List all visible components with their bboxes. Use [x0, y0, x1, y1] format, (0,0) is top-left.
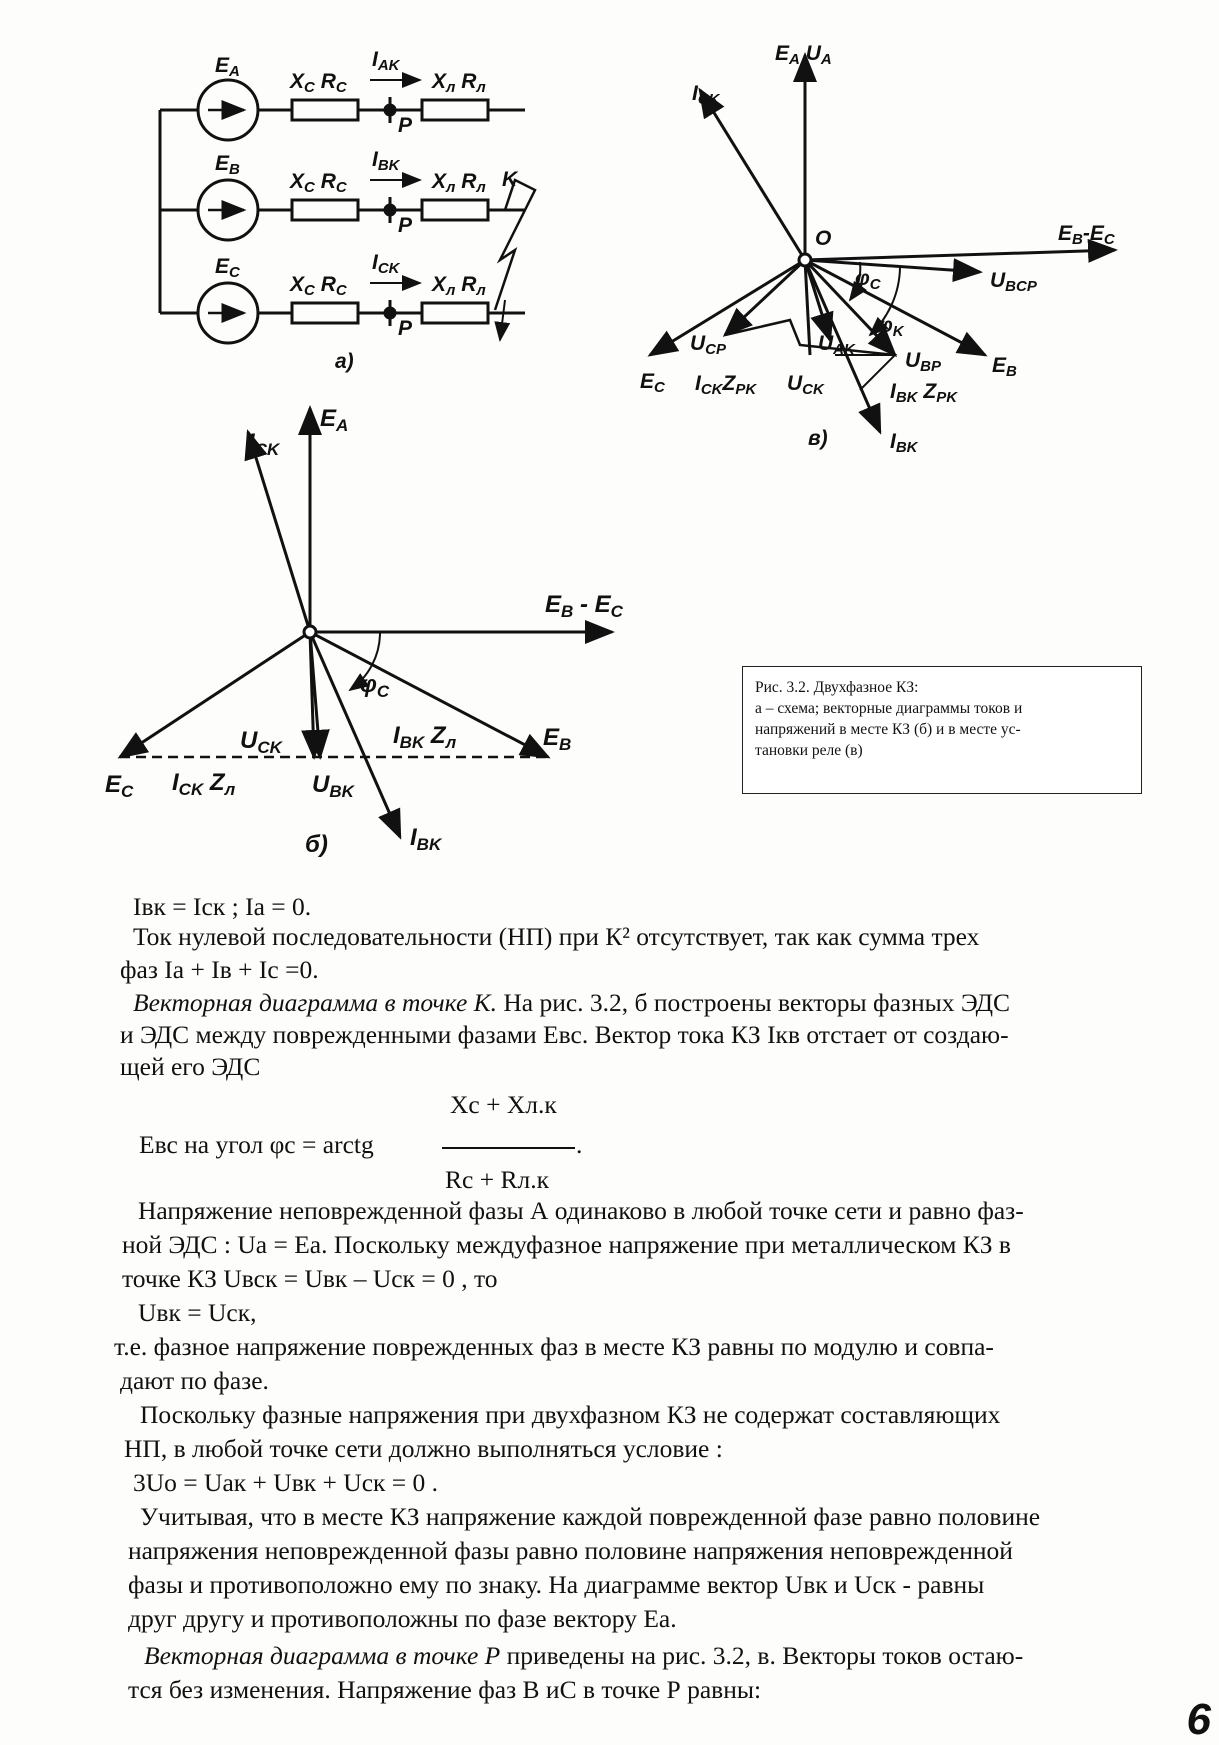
svg-text:φC: $\varphi_C$	[360, 671, 390, 701]
svg-text:XC RC: XC RC	[290, 170, 347, 196]
fraction-dot: .	[576, 1130, 583, 1159]
svg-text:ICK: ICK	[372, 251, 400, 277]
label-EA: EA	[215, 54, 240, 80]
svg-text:IBK Zл: $I_{BK}$ $Z_л$	[393, 722, 457, 752]
paragraph-line: тся без изменения. Напряжение фаз В иС в точке Р равны:	[128, 1675, 762, 1704]
paragraph-line: фаз Ia + Iв + Ic =0.	[120, 955, 319, 984]
svg-text:P: P	[398, 214, 413, 237]
schematic-a	[160, 80, 535, 343]
svg-text:Xл Rл: Xл Rл	[432, 70, 486, 96]
caption-line: Рис. 3.2. Двухфазное КЗ:	[755, 679, 919, 696]
paragraph-line: фазы и противоположно ему по знаку. На диаграмме вектор Uвк и Uск - равны	[128, 1570, 985, 1599]
diagram-b	[120, 408, 612, 837]
fraction-left: Евс на угол φс = arctg	[139, 1130, 374, 1159]
svg-text:EB - EC: $E_B - E_C$	[545, 591, 623, 621]
sublabel-b: б)	[305, 831, 328, 858]
paragraph-line	[133, 988, 1010, 1018]
paragraph-text: приведены на рис. 3.2, в. Векторы токов остаю-	[500, 1641, 1024, 1670]
svg-text:EB: $E_B$	[543, 724, 572, 754]
fraction-numerator: Xc + Xл.к	[450, 1090, 557, 1119]
svg-text:φC: φC	[855, 267, 881, 293]
svg-text:IBK: $I_{BK}$	[410, 824, 442, 854]
svg-text:EC: $E_C$	[105, 771, 134, 801]
svg-text:P: P	[398, 114, 413, 137]
svg-text:EB-EC: EB-EC	[1058, 222, 1115, 248]
label-EB: EB	[215, 152, 240, 178]
paragraph-text: На рис. 3.2, б построены векторы фазных ЭДС	[496, 988, 1010, 1017]
svg-text:Xл Rл: Xл Rл	[432, 170, 486, 196]
svg-text:Xл Rл: Xл Rл	[432, 273, 486, 299]
emphasis: Векторная диаграмма в точке Р	[144, 1641, 501, 1670]
fraction-denominator: Rc + Rл.к	[445, 1165, 549, 1194]
paragraph-line: Поскольку фазные напряжения при двухфазном КЗ не содержат составляющих	[140, 1400, 1001, 1429]
svg-text:ICK Zл: $I_{CK}$ $Z_л$	[172, 769, 236, 799]
svg-text:UCK: $U_{CK}$	[240, 727, 282, 757]
svg-text:φK: φK	[878, 314, 904, 340]
svg-text:EC: EC	[640, 370, 665, 396]
svg-text:UCK: UCK	[787, 372, 824, 398]
paragraph-line: Ток нулевой последовательности (НП) при К² отсутствует, так как сумма трех	[133, 922, 980, 951]
svg-text:EB: EB	[992, 354, 1017, 380]
paragraph-line: напряжения неповрежденной фазы равно половине напряжения неповрежденной	[128, 1536, 1013, 1565]
svg-text:UAK: UAK	[818, 332, 855, 358]
svg-text:ICKZPK: ICKZPK	[695, 372, 757, 398]
paragraph-line: дают по фазе.	[120, 1366, 269, 1395]
paragraph-line: НП, в любой точке сети должно выполняться условие :	[124, 1434, 723, 1463]
svg-text:IBK: IBK	[372, 148, 400, 174]
page-number: 6	[1186, 1695, 1211, 1744]
equation-currents: Iвк = Iск ; Iа = 0.	[133, 892, 312, 921]
svg-text:ICK: $I_{CK}$	[248, 429, 280, 459]
emphasis: Векторная диаграмма в точке К.	[133, 988, 497, 1017]
fraction-bar	[442, 1147, 575, 1149]
paragraph-line: ной ЭДС : Ua = Ea. Поскольку междуфазное напряжение при металлическом КЗ в	[122, 1230, 1011, 1259]
svg-text:IBK ZPK: IBK ZPK	[890, 380, 958, 406]
svg-text:EA UA: EA UA	[775, 42, 832, 68]
caption-line: тановки реле (в)	[755, 742, 863, 759]
svg-text:EA: $E_A$	[320, 405, 349, 435]
svg-text:UBP: UBP	[905, 349, 942, 375]
sublabel-a: a)	[335, 350, 354, 373]
svg-text:IAK: IAK	[372, 48, 400, 74]
paragraph-line: щей его ЭДС	[120, 1052, 261, 1081]
paragraph-line: друг другу и противоположны по фазе вектору Еа.	[128, 1604, 677, 1633]
caption-line: а – схема; векторные диаграммы токов и	[755, 700, 1023, 717]
svg-text:K: K	[502, 168, 518, 191]
paragraph-line: и ЭДС между поврежденными фазами Евс. Вектор тока КЗ Iкв отстает от создаю-	[120, 1020, 1009, 1049]
svg-text:ICK: ICK	[692, 82, 720, 108]
equation-voltages: Uвк = Uск,	[138, 1298, 257, 1327]
figure-caption	[742, 666, 1142, 794]
svg-text:P: P	[398, 317, 413, 340]
svg-text:UCP: UCP	[690, 332, 727, 358]
svg-text:O: O	[815, 227, 832, 250]
svg-text:IBK: IBK	[890, 430, 918, 456]
svg-text:XC RC: XC RC	[290, 70, 347, 96]
paragraph-line: т.е. фазное напряжение поврежденных фаз в месте КЗ равны по модулю и совпа-	[114, 1332, 994, 1361]
paragraph-line: Учитывая, что в месте КЗ напряжение каждой поврежденной фазе равно половине	[140, 1502, 1041, 1531]
caption-line: напряжений в месте КЗ (б) и в месте ус-	[755, 721, 1021, 738]
diagram-v	[650, 55, 1115, 432]
paragraph-line: Напряжение неповрежденной фазы А одинаково в любой точке сети и равно фаз-	[138, 1196, 1024, 1225]
equation-zero-sequence: 3Uo = Uак + Uвк + Uск = 0 .	[133, 1468, 439, 1497]
paragraph-line	[144, 1641, 1023, 1671]
sublabel-v: в)	[808, 427, 828, 450]
paragraph-line: точке КЗ Uвск = Uвк – Uск = 0 , то	[122, 1264, 498, 1293]
label-EC: EC	[215, 255, 240, 281]
svg-text:UBK: $U_{BK}$	[312, 771, 354, 801]
svg-text:XC RC: XC RC	[290, 273, 347, 299]
svg-text:UBCP: UBCP	[990, 269, 1037, 295]
